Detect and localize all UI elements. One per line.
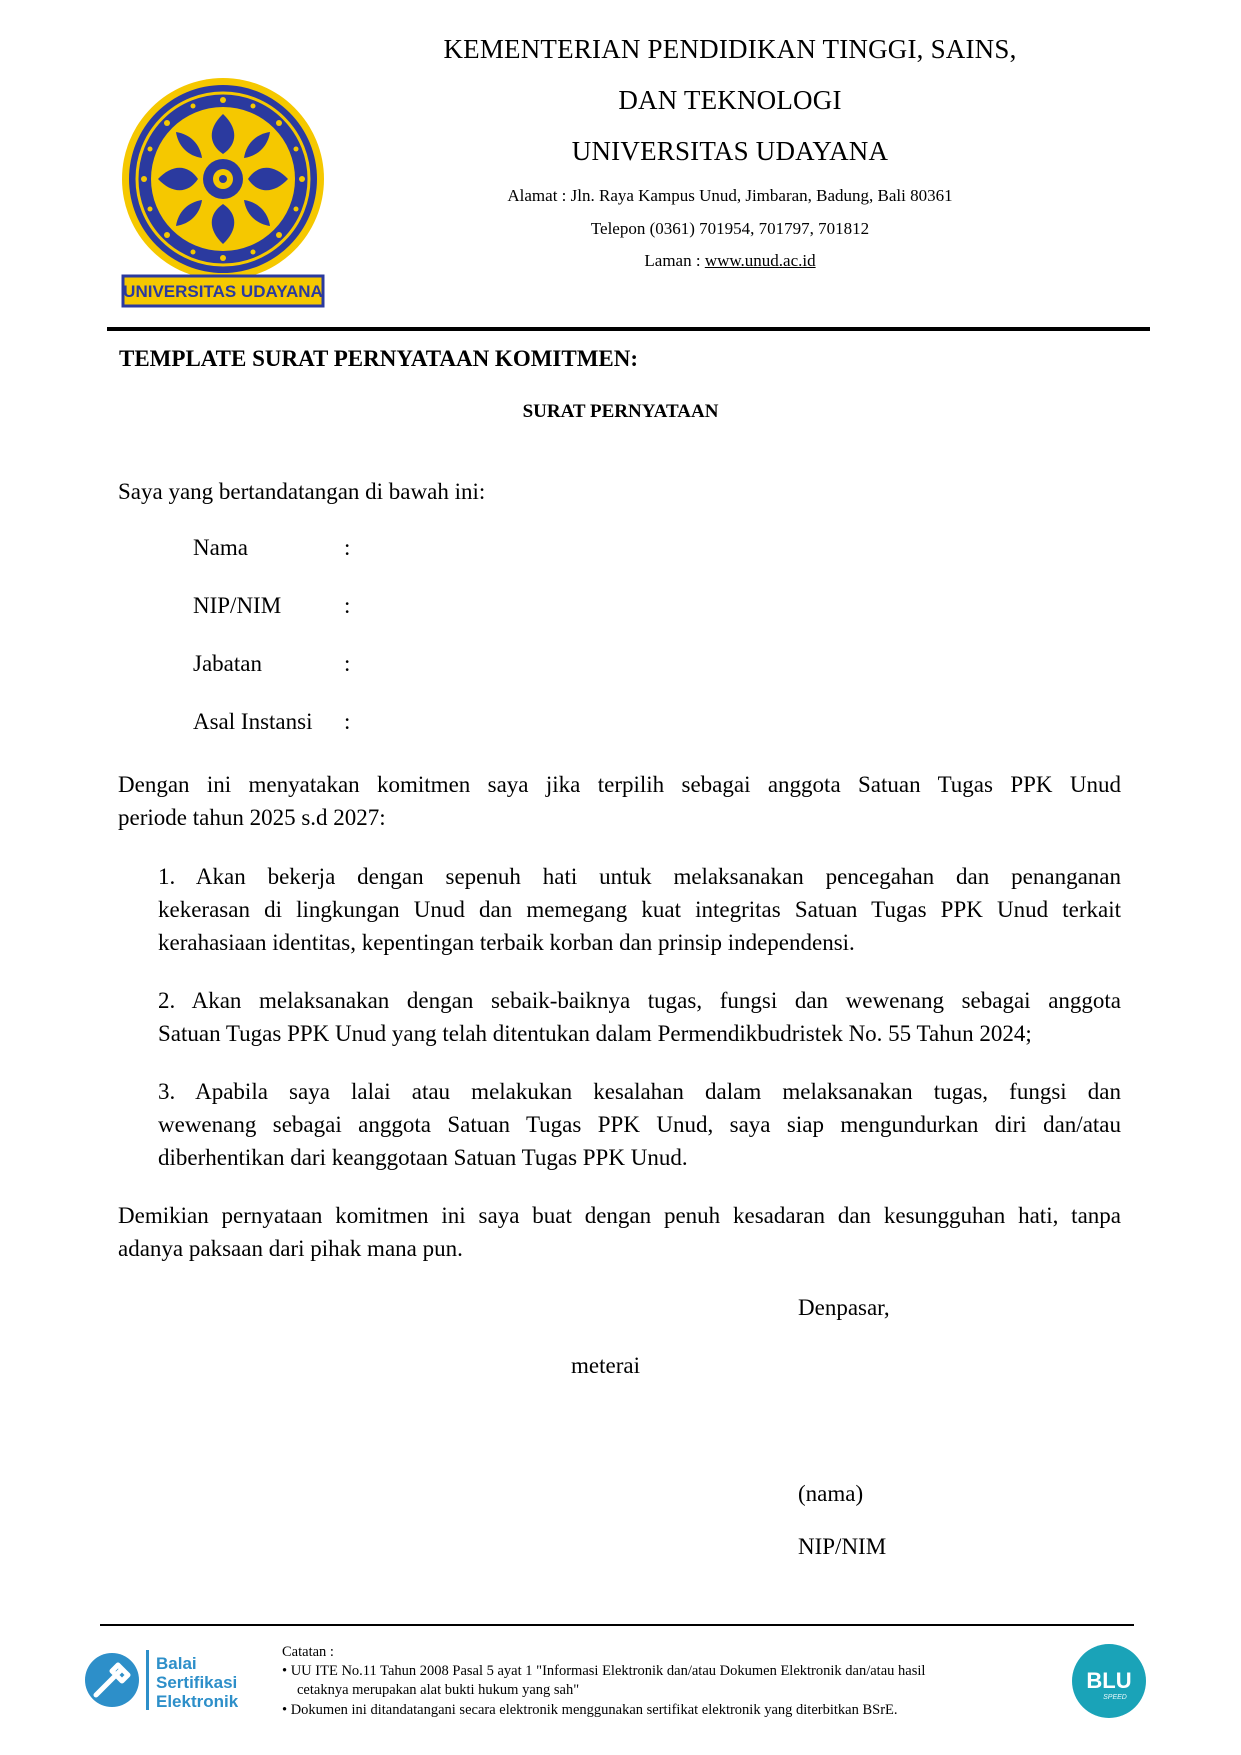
field-label-nip: NIP/NIM [193,593,282,618]
udayana-logo [120,76,326,308]
note-1-text: UU ITE No.11 Tahun 2008 Pasal 5 ayat 1 "Informasi Elektronik dan/atau Dokumen Elektronik dan/atau hasil [290,1663,926,1679]
closing-line-1: Demikian pernyataan komitmen ini saya buat dengan penuh kesadaran dan kesungguhan hati, tanpa [118,1203,1121,1228]
note-1-line-2: cetaknya merupakan alat bukti hukum yang sah" [297,1682,580,1698]
item-3-line-1: 3. Apabila saya lalai atau melakukan kesalahan dalam melaksanakan tugas, fungsi dan [158,1079,1121,1104]
website-line [370,251,1090,271]
logo-banner-text: UNIVERSITAS UDAYANA [123,282,323,301]
ministry-line-1: KEMENTERIAN PENDIDIKAN TINGGI, SAINS, [443,34,1017,64]
item-3-line-2: wewenang sebagai anggota Satuan Tugas PPK Unud, saya siap mengundurkan diri dan/atau [158,1112,1121,1137]
intro-text: Saya yang bertandatangan di bawah ini: [118,479,486,504]
bsre-line-2: Sertifikasi [156,1673,238,1692]
phone-line: Telepon (0361) 701954, 701797, 701812 [590,219,870,238]
university-name: UNIVERSITAS UDAYANA [571,136,889,166]
address-line: Alamat : Jln. Raya Kampus Unud, Jimbaran, Badung, Bali 80361 [507,186,953,205]
item-1-line-1: 1. Akan bekerja dengan sepenuh hati untuk melaksanakan pencegahan dan penanganan [158,864,1121,889]
field-label-nama: Nama [193,535,248,560]
blu-speed-logo [1071,1643,1147,1719]
blu-text: BLU [1086,1668,1132,1693]
signer-id: NIP/NIM [798,1534,887,1559]
statement-line-1: Dengan ini menyatakan komitmen saya jika terpilih sebagai anggota Satuan Tugas PPK Unud [118,772,1121,797]
website-label: Laman : [644,251,705,270]
field-label-asal-instansi: Asal Instansi [193,709,313,734]
bsre-line-3: Elektronik [156,1692,239,1711]
note-2-text: Dokumen ini ditandatangani secara elektronik menggunakan sertifikat elektronik yang diterbitkan BSrE. [290,1702,898,1718]
website-link[interactable]: www.unud.ac.id [704,251,816,270]
note-1-line-1: • UU ITE No.11 Tahun 2008 Pasal 5 ayat 1 "Informasi Elektronik dan/atau Dokumen Elektronik dan/atau hasil [282,1663,926,1679]
bsre-logo [82,1645,272,1715]
field-label-jabatan: Jabatan [193,651,262,676]
field-colon: : [344,593,351,618]
item-1-line-3: kerahasiaan identitas, kepentingan terbaik korban dan prinsip independensi. [158,930,855,955]
closing-line-2: adanya paksaan dari pihak mana pun. [118,1236,463,1261]
field-colon: : [344,709,351,734]
document-title: SURAT PERNYATAAN [522,401,719,422]
blu-sub-text: SPEED [1103,1694,1127,1701]
letterhead-divider [107,327,1150,331]
template-heading: TEMPLATE SURAT PERNYATAAN KOMITMEN: [119,346,639,371]
footer-divider [100,1624,1134,1626]
item-2-line-1: 2. Akan melaksanakan dengan sebaik-baiknya tugas, fungsi dan wewenang sebagai anggota [158,988,1121,1013]
field-colon: : [344,651,351,676]
note-2: • Dokumen ini ditandatangani secara elektronik menggunakan sertifikat elektronik yang diterbitkan BSrE. [282,1702,898,1718]
field-colon: : [344,535,351,560]
item-1-line-2: kekerasan di lingkungan Unud dan memegang kuat integritas Satuan Tugas PPK Unud terkait [158,897,1121,922]
stamp-placeholder: meterai [571,1353,640,1378]
signature-place: Denpasar, [798,1295,890,1320]
item-3-line-3: diberhentikan dari keanggotaan Satuan Tugas PPK Unud. [158,1145,688,1170]
ministry-line-2: DAN TEKNOLOGI [618,85,842,115]
bsre-line-1: Balai [156,1654,197,1673]
note-title: Catatan : [282,1644,334,1660]
signer-name: (nama) [798,1481,864,1506]
item-2-line-2: Satuan Tugas PPK Unud yang telah ditentukan dalam Permendikbudristek No. 55 Tahun 2024; [158,1021,1032,1046]
statement-line-2: periode tahun 2025 s.d 2027: [118,805,386,830]
